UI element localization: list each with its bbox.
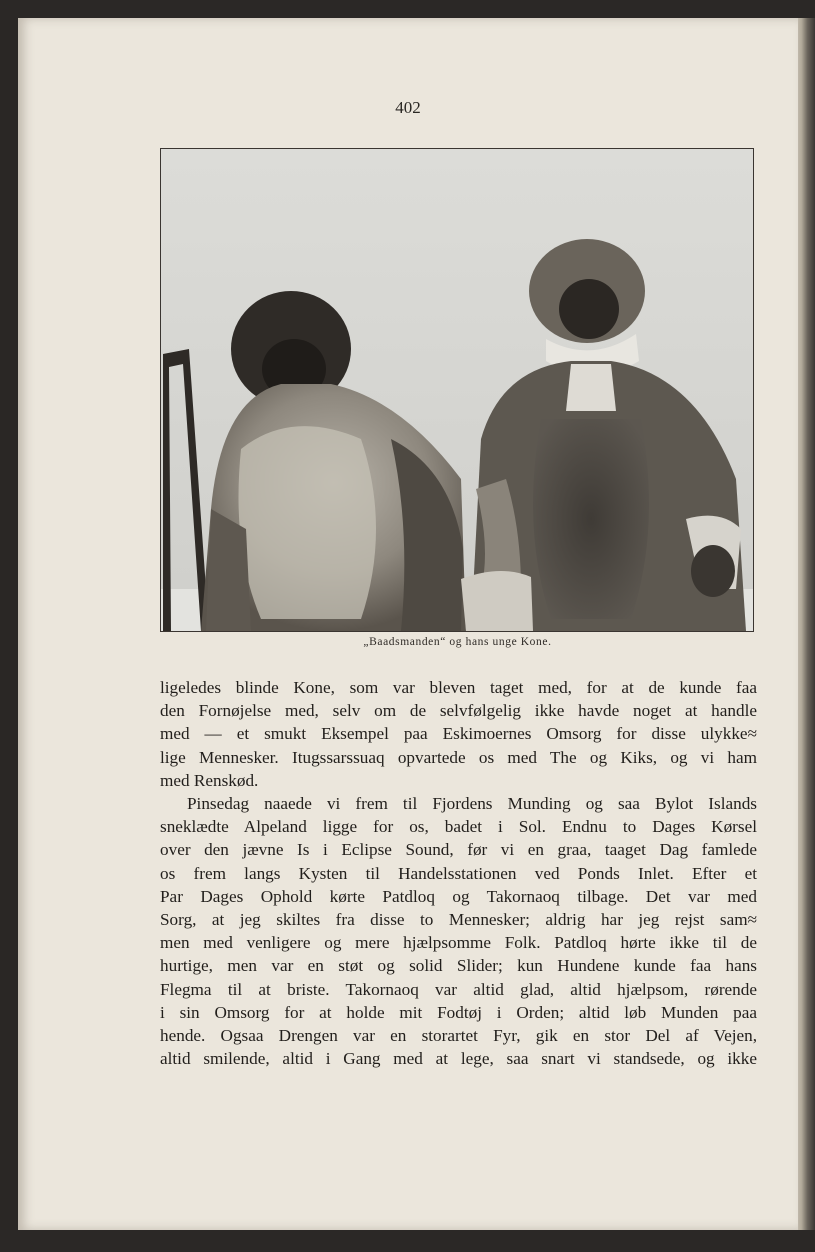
photograph [160, 148, 754, 632]
text-line: Pinsedag naaede vi frem til Fjordens Munding og saa Bylot Islands [187, 794, 757, 814]
book-spine [796, 18, 815, 1230]
book-page [18, 18, 798, 1230]
text-line: i sin Omsorg for at holde mit Fodtøj i Orden; altid løb Munden paa [160, 1002, 757, 1022]
text-line: med Renskød. [160, 770, 259, 790]
text-line: over den jævne Is i Eclipse Sound, før vi en graa, taaget Dag famlede [160, 840, 757, 860]
paragraph-1 [160, 676, 757, 792]
text-line: ligeledes blinde Kone, som var bleven taget med, for at de kunde faa [160, 678, 757, 697]
photo-caption: „Baadsmanden“ og hans unge Kone. [363, 636, 552, 648]
scan-bottom-edge [0, 1230, 815, 1252]
text-line: sneklædte Alpeland ligge for os, badet i Sol. Endnu to Dages Kørsel [160, 817, 757, 837]
text-line: Flegma til at briste. Takornaoq var altid glad, altid hjælpsom, rørende [160, 979, 757, 999]
page-number: 402 [395, 98, 421, 117]
paragraph-2 [160, 792, 757, 1070]
text-line: os frem langs Kysten til Handelsstationen ved Ponds Inlet. Efter et [160, 863, 757, 883]
text-line: hende. Ogsaa Drengen var en storartet Fyr, gik en stor Del af Vejen, [160, 1026, 757, 1046]
text-line: lige Mennesker. Itugssarssuaq opvartede os med The og Kiks, og vi ham [160, 747, 757, 767]
photograph-illustration [161, 149, 753, 631]
text-line: Par Dages Ophold kørte Patdloq og Takornaoq tilbage. Det var med [160, 886, 757, 906]
text-line: Sorg, at jeg skiltes fra disse to Mennesker; aldrig har jeg rejst sam≈ [160, 910, 757, 930]
text-line: men med venligere og mere hjælpsomme Folk. Patdloq hørte ikke til de [160, 933, 757, 953]
text-line: altid smilende, altid i Gang med at lege, saa snart vi standsede, og ikke [160, 1049, 757, 1069]
text-line: med — et smukt Eksempel paa Eskimoernes Omsorg for disse ulykke≈ [160, 724, 757, 744]
text-line: den Fornøjelse med, selv om de selvfølgelig ikke havde noget at handle [160, 701, 757, 721]
text-line: hurtige, men var en støt og solid Slider; kun Hundene kunde faa hans [160, 956, 757, 976]
scan-top-edge [0, 0, 815, 20]
body-text [160, 676, 757, 1070]
